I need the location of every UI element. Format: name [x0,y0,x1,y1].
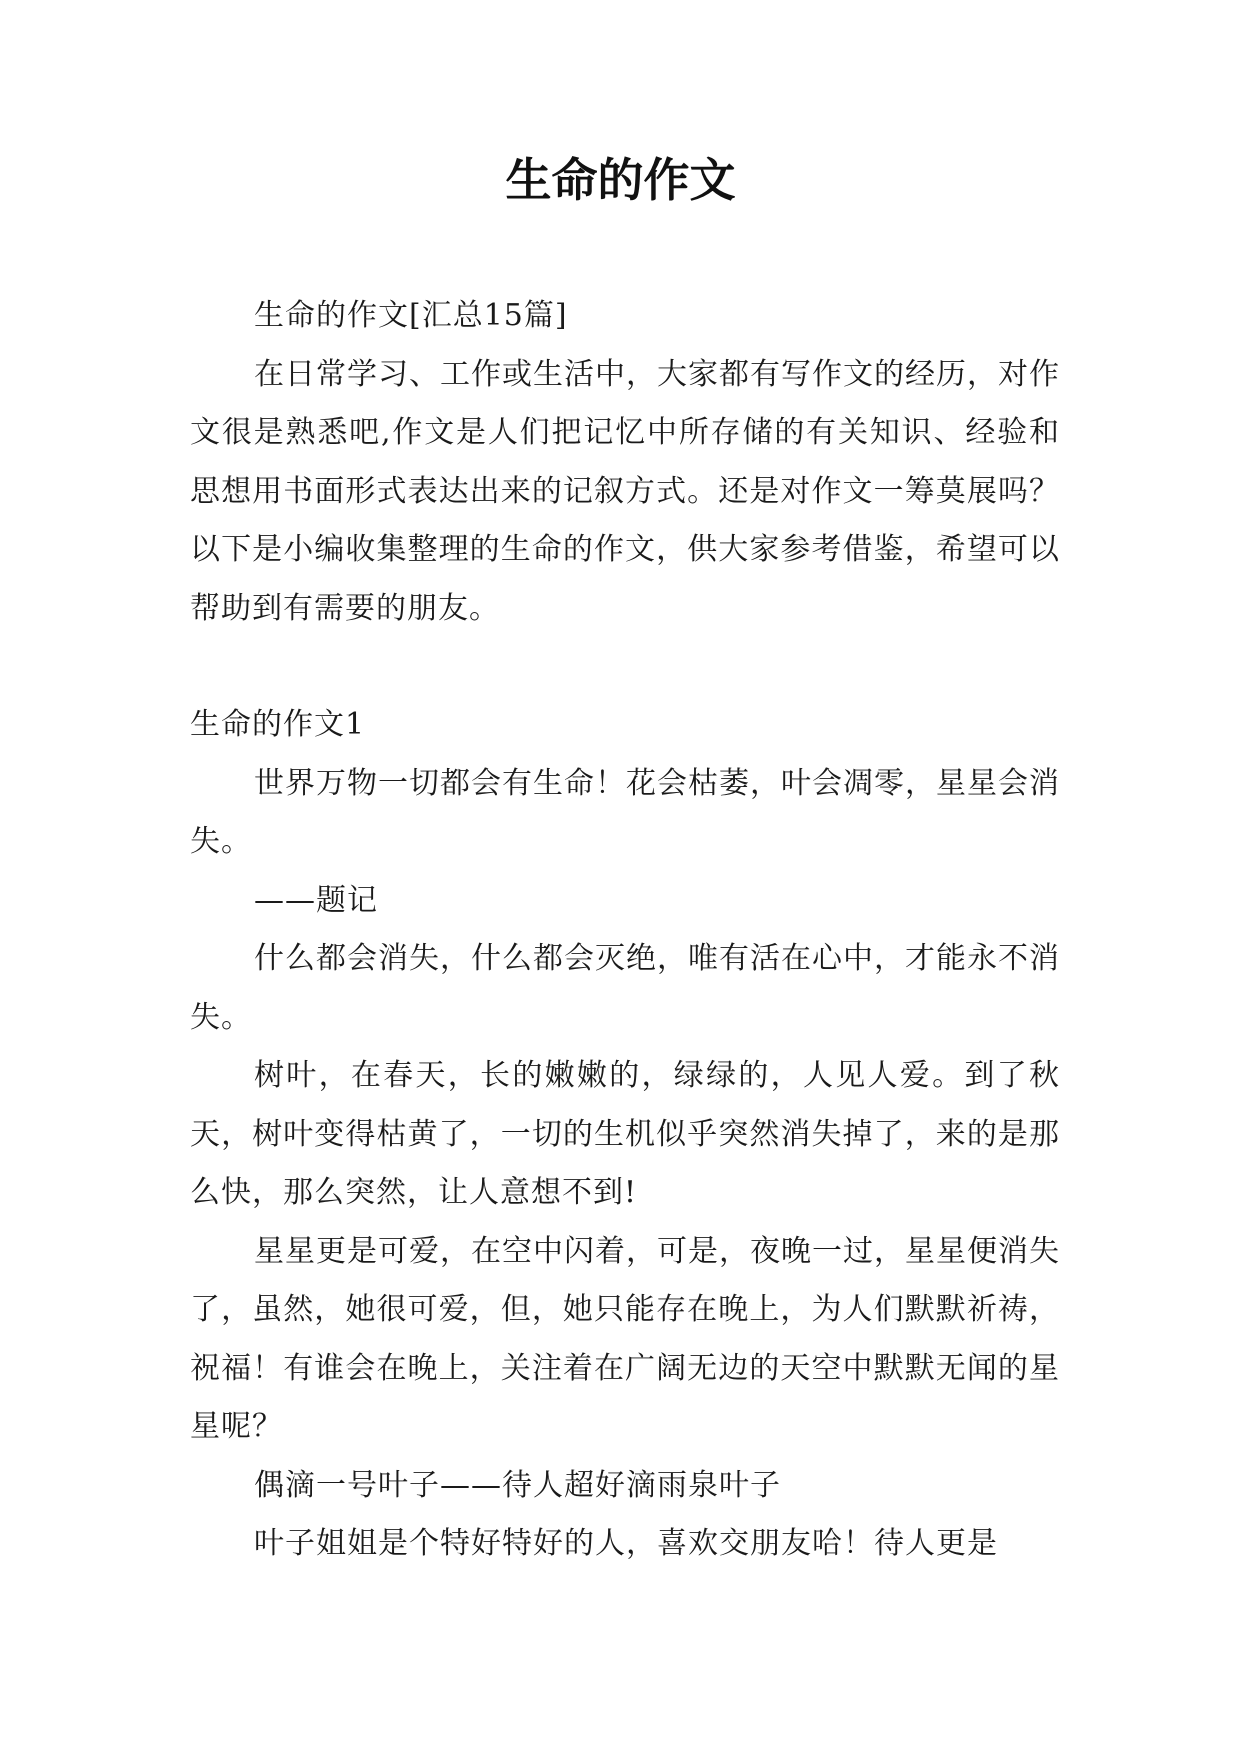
section-heading: 生命的作文1 [190,707,366,742]
subtitle-paragraph: 生命的作文[汇总15篇] [254,298,568,333]
epigraph-note: ——题记 [254,882,378,918]
body-paragraph: 树叶，在春天，长的嫩嫩的，绿绿的，人见人爱。到了秋天，树叶变得枯黄了，一切的生机似乎突然消失掉了，来的是那么快，那么突然，让人意想不到! [190,1058,1060,1210]
document-title: 生命的作文 [505,153,736,207]
body-paragraph: 什么都会消失，什么都会灭绝，唯有活在心中，才能永不消失。 [190,941,1060,1035]
body-paragraph: 偶滴一号叶子——待人超好滴雨泉叶子 [254,1467,781,1503]
section-gap [190,638,1060,696]
body-paragraph: 星星更是可爱，在空中闪着，可是，夜晚一过，星星便消失了，虽然，她很可爱，但，她只能存在晚上，为人们默默祈祷，祝福！有谁会在晚上，关注着在广阔无边的天空中默默无闻的星星呢？ [190,1233,1060,1444]
document-body [190,287,1060,1574]
body-paragraph: 世界万物一切都会有生命！花会枯萎，叶会凋零，星星会消失。 [190,765,1060,859]
intro-paragraph: 在日常学习、工作或生活中，大家都有写作文的经历，对作文很是熟悉吧,作文是人们把记忆中所存储的有关知识、经验和思想用书面形式表达出来的记叙方式。还是对作文一筹莫展吗？以下是小编收集整理的生命的作文，供大家参考借鉴，希望可以帮助到有需要的朋友。 [190,356,1060,626]
body-paragraph: 叶子姐姐是个特好特好的人，喜欢交朋友哈！待人更是 [254,1526,998,1561]
